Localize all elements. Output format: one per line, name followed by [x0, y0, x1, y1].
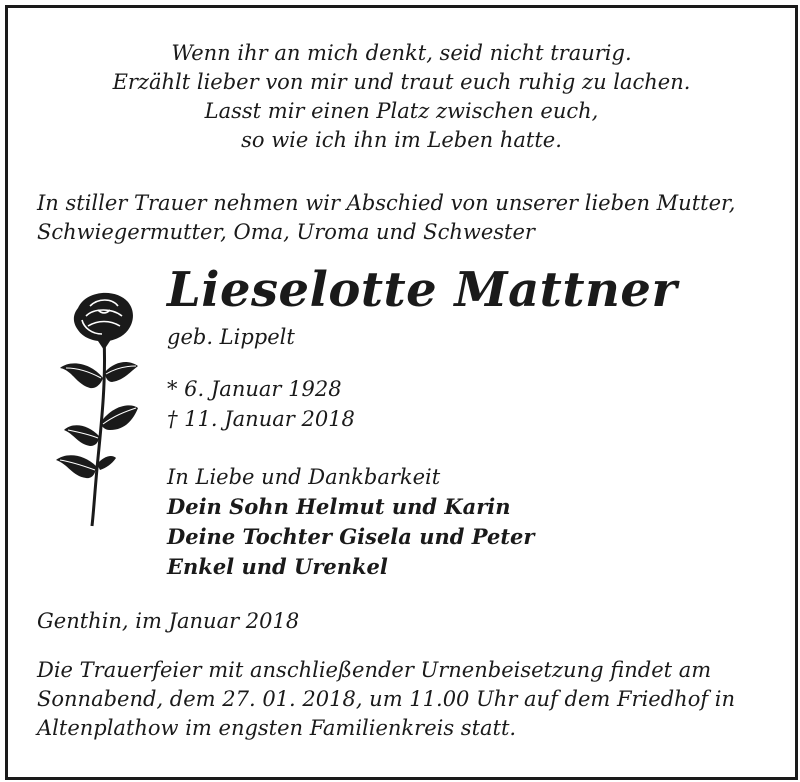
mourner-line: Enkel und Urenkel: [167, 554, 388, 579]
mourners: [167, 462, 534, 582]
funeral-info-line: Altenplathow im engsten Familienkreis statt.: [37, 716, 517, 740]
birth-name: geb. Lippelt: [167, 325, 295, 349]
death-date: † 11. Januar 2018: [167, 407, 355, 431]
mourner-line: Deine Tochter Gisela und Peter: [167, 524, 535, 549]
funeral-info: [37, 656, 773, 743]
funeral-info-line: Die Trauerfeier mit anschließender Urnenbeisetzung findet am: [37, 658, 712, 682]
obituary-notice: [5, 5, 798, 780]
poem-line: Lasst mir einen Platz zwischen euch,: [204, 99, 599, 123]
place-date: Genthin, im Januar 2018: [37, 609, 300, 633]
mourner-line: Dein Sohn Helmut und Karin: [167, 494, 511, 519]
rose-icon: [46, 288, 146, 528]
life-dates: [167, 374, 355, 434]
deceased-name: Lieselotte Mattner: [167, 262, 678, 318]
mourners-intro: In Liebe und Dankbarkeit: [167, 465, 441, 489]
poem-line: Wenn ihr an mich denkt, seid nicht traurig.: [171, 41, 632, 65]
funeral-info-line: Sonnabend, dem 27. 01. 2018, um 11.00 Uhr auf dem Friedhof in: [37, 687, 736, 711]
intro-line: Schwiegermutter, Oma, Uroma und Schwester: [37, 220, 535, 244]
poem: [8, 39, 795, 155]
poem-line: Erzählt lieber von mir und traut euch ruhig zu lachen.: [112, 70, 691, 94]
intro-text: [37, 189, 775, 247]
poem-line: so wie ich ihn im Leben hatte.: [241, 128, 562, 152]
birth-date: * 6. Januar 1928: [167, 377, 342, 401]
intro-line: In stiller Trauer nehmen wir Abschied von unserer lieben Mutter,: [37, 191, 736, 215]
